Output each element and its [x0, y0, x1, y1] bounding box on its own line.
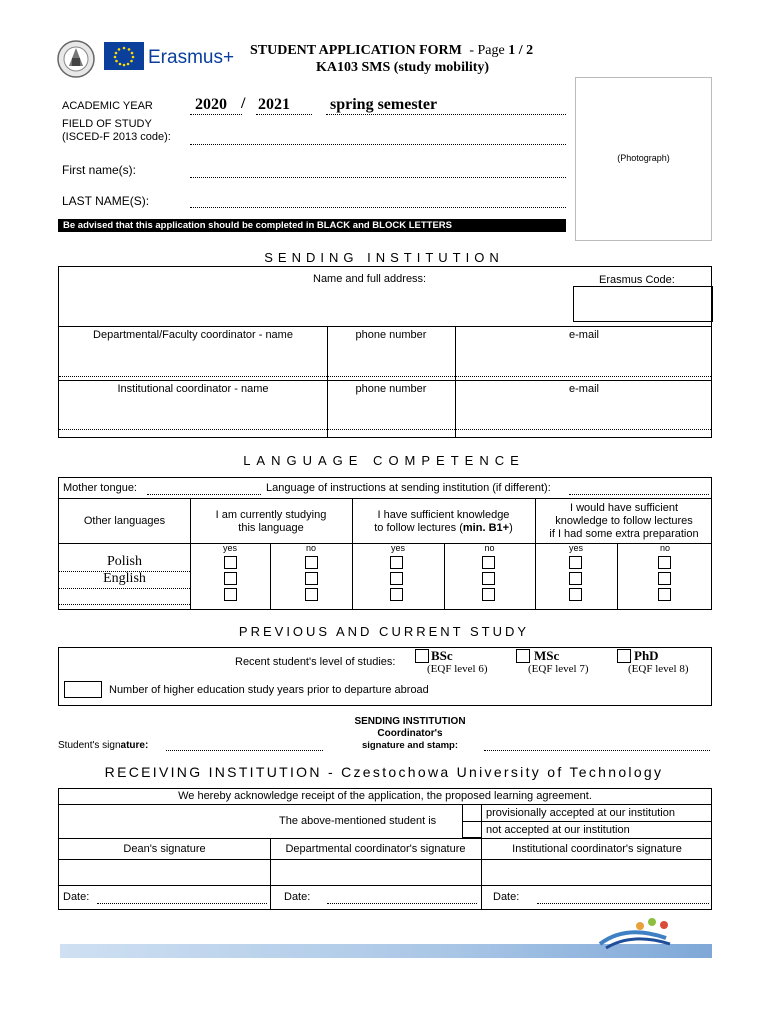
- dean-signature-label: Dean's signature: [123, 843, 206, 855]
- no-label: no: [484, 543, 495, 553]
- language-row-line: [59, 588, 190, 589]
- photograph-label: (Photograph): [617, 153, 670, 163]
- sending-institution-table: [58, 266, 712, 438]
- field-of-study-label: [62, 118, 171, 144]
- sending-institution-heading: SENDING INSTITUTION: [264, 250, 504, 265]
- lang1-sufficient-yes-checkbox[interactable]: [390, 556, 403, 569]
- field-of-study-label-line1: FIELD OF STUDY: [62, 118, 152, 130]
- lang1-extra-no-checkbox[interactable]: [658, 556, 671, 569]
- col-divider: [481, 838, 482, 909]
- phd-checkbox[interactable]: [617, 649, 631, 663]
- student-signature-label: [58, 740, 148, 751]
- msc-eqf-label: (EQF level 7): [528, 663, 589, 675]
- col-extra-preparation-header: [535, 502, 713, 541]
- erasmus-code-label: Erasmus Code:: [599, 274, 675, 286]
- dept-coordinator-label: Departmental/Faculty coordinator - name: [93, 329, 293, 341]
- dept-date-label: Date:: [284, 891, 311, 903]
- lang2-studying-yes-checkbox[interactable]: [224, 572, 237, 585]
- row-divider: [59, 380, 711, 381]
- col-sufficient-knowledge-line2: [352, 522, 535, 535]
- lang1-studying-yes-checkbox[interactable]: [224, 556, 237, 569]
- mother-tongue-input[interactable]: [147, 482, 261, 495]
- lang3-sufficient-no-checkbox[interactable]: [482, 588, 495, 601]
- row-divider: [59, 326, 711, 327]
- col-sufficient-knowledge-min-level: min. B1+: [462, 522, 510, 534]
- lang1-sufficient-no-checkbox[interactable]: [482, 556, 495, 569]
- row-divider: [59, 498, 711, 499]
- accepted-checkbox[interactable]: [462, 804, 482, 822]
- year-separator: /: [241, 95, 246, 112]
- col-currently-studying-line1: I am currently studying: [215, 509, 327, 521]
- student-signature-label-a: Student's sign: [58, 740, 121, 751]
- form-title-text: STUDENT APPLICATION FORM: [250, 43, 462, 58]
- semester-field[interactable]: [326, 96, 566, 115]
- other-languages-label: Other languages: [83, 515, 166, 527]
- not-accepted-label: not accepted at our institution: [486, 824, 630, 836]
- lang2-extra-yes-checkbox[interactable]: [569, 572, 582, 585]
- lang3-studying-no-checkbox[interactable]: [305, 588, 318, 601]
- study-years-input[interactable]: [64, 681, 102, 698]
- col-sufficient-knowledge-line1: I have sufficient knowledge: [377, 509, 510, 521]
- semester-value: spring semester: [330, 96, 438, 113]
- accepted-label: provisionally accepted at our institution: [486, 807, 675, 819]
- yes-label: yes: [568, 543, 583, 553]
- col-divider: [444, 543, 445, 609]
- no-label: no: [305, 543, 316, 553]
- col-currently-studying-header: [190, 509, 352, 535]
- dean-date-input[interactable]: [97, 891, 267, 904]
- lang3-studying-yes-checkbox[interactable]: [224, 588, 237, 601]
- previous-current-study-heading: PREVIOUS AND CURRENT STUDY: [238, 624, 530, 639]
- year-to-value: 2021: [258, 96, 290, 113]
- lang2-sufficient-yes-checkbox[interactable]: [390, 572, 403, 585]
- col-sufficient-knowledge-line2-c: ): [509, 522, 513, 534]
- student-signature-input[interactable]: [166, 737, 323, 751]
- photograph-box[interactable]: [575, 77, 712, 241]
- receiving-institution-heading: RECEIVING INSTITUTION - Czestochowa University of Technology: [104, 764, 664, 780]
- lang3-extra-yes-checkbox[interactable]: [569, 588, 582, 601]
- language-row-line: [59, 604, 190, 605]
- not-accepted-checkbox[interactable]: [462, 821, 482, 838]
- col-extra-preparation-line2: knowledge to follow lectures: [555, 515, 693, 527]
- sending-coordinator-signature-input[interactable]: [484, 737, 710, 751]
- dept-coordinator-signature-label: Departmental coordinator's signature: [285, 843, 466, 855]
- sending-coordinator-line3: signature and stamp:: [361, 740, 459, 751]
- lang3-extra-no-checkbox[interactable]: [658, 588, 671, 601]
- row-divider: [482, 821, 711, 822]
- study-years-label: Number of higher education study years prior to departure abroad: [109, 684, 429, 696]
- row-divider: [59, 859, 711, 860]
- lang2-sufficient-no-checkbox[interactable]: [482, 572, 495, 585]
- lang2-studying-no-checkbox[interactable]: [305, 572, 318, 585]
- language-name: Polish: [106, 554, 142, 569]
- no-label: no: [659, 543, 670, 553]
- mother-tongue-label: Mother tongue:: [63, 482, 137, 494]
- page-prefix: - Page: [469, 43, 505, 58]
- instruction-language-input[interactable]: [569, 482, 709, 495]
- dept-date-input[interactable]: [327, 891, 477, 904]
- first-name-label: First name(s):: [62, 163, 137, 177]
- advice-text: Be advised that this application should be completed in BLACK and BLOCK LETTERS: [63, 220, 453, 231]
- student-is-label: The above-mentioned student is: [279, 815, 437, 827]
- phd-eqf-label: (EQF level 8): [628, 663, 689, 675]
- inst-coordinator-input[interactable]: [59, 429, 711, 430]
- language-table: [58, 477, 712, 610]
- col-currently-studying-line2: this language: [238, 522, 304, 534]
- study-table: [58, 647, 712, 706]
- sending-coordinator-line1: SENDING INSTITUTION: [354, 716, 466, 727]
- row-divider: [59, 885, 711, 886]
- language-row-line: [59, 571, 190, 572]
- receiving-institution-table: [58, 788, 712, 910]
- col-divider: [270, 543, 271, 609]
- lang2-extra-no-checkbox[interactable]: [658, 572, 671, 585]
- university-crest-logo: [55, 38, 97, 80]
- dept-phone-label: phone number: [355, 329, 427, 341]
- msc-checkbox[interactable]: [516, 649, 530, 663]
- dean-date-label: Date:: [63, 891, 90, 903]
- lang1-extra-yes-checkbox[interactable]: [569, 556, 582, 569]
- last-name-input[interactable]: [190, 193, 566, 208]
- year-from-value: 2020: [195, 96, 227, 113]
- last-name-label: LAST NAME(S):: [62, 194, 150, 208]
- col-divider: [270, 838, 271, 909]
- eu-flag-icon: [104, 42, 144, 70]
- yes-label: yes: [390, 543, 405, 553]
- col-divider: [617, 543, 618, 609]
- sending-coordinator-line2: Coordinator's: [377, 728, 443, 739]
- first-name-input[interactable]: [190, 163, 566, 178]
- level-of-studies-label: Recent student's level of studies:: [235, 656, 396, 668]
- inst-coordinator-signature-label: Institutional coordinator's signature: [512, 843, 682, 855]
- bsc-label: BSc: [431, 648, 453, 663]
- year-to-field[interactable]: [256, 96, 312, 115]
- erasmus-code-input[interactable]: [573, 286, 713, 322]
- footer-logo-icon: [596, 916, 676, 952]
- sending-coordinator-signature-label: [330, 716, 490, 752]
- col-extra-preparation-line1: I would have sufficient: [569, 502, 679, 514]
- row-divider: [59, 838, 711, 839]
- form-subtitle: KA103 SMS (study mobility): [316, 60, 490, 75]
- inst-email-label: e-mail: [569, 383, 599, 395]
- col-divider: [535, 498, 536, 609]
- bsc-checkbox[interactable]: [415, 649, 429, 663]
- col-divider: [327, 326, 328, 437]
- inst-phone-label: phone number: [355, 383, 427, 395]
- col-extra-preparation-line3: if I had some extra preparation: [549, 528, 699, 540]
- lang1-studying-no-checkbox[interactable]: [305, 556, 318, 569]
- dept-coordinator-input[interactable]: [59, 376, 711, 377]
- instruction-language-label: Language of instructions at sending institution (if different):: [266, 482, 551, 494]
- lang3-sufficient-yes-checkbox[interactable]: [390, 588, 403, 601]
- inst-coordinator-label: Institutional coordinator - name: [117, 383, 269, 395]
- advice-banner: [58, 219, 566, 232]
- field-of-study-label-line2: (ISCED-F 2013 code):: [62, 131, 171, 143]
- inst-date-input[interactable]: [537, 891, 709, 904]
- erasmus-logo-text: Erasmus+: [148, 47, 235, 68]
- col-sufficient-knowledge-line2-a: to follow lectures (: [374, 522, 463, 534]
- yes-label: yes: [222, 543, 237, 553]
- col-divider: [190, 498, 191, 609]
- inst-date-label: Date:: [493, 891, 520, 903]
- col-divider: [352, 498, 353, 609]
- language-competence-heading: LANGUAGE COMPETENCE: [243, 453, 525, 468]
- msc-label: MSc: [534, 648, 560, 663]
- year-from-field[interactable]: [190, 96, 242, 115]
- dept-email-label: e-mail: [569, 329, 599, 341]
- col-divider: [455, 326, 456, 437]
- form-title: [250, 43, 533, 59]
- acknowledgement-text: We hereby acknowledge receipt of the application, the proposed learning agreement.: [178, 790, 592, 802]
- phd-label: PhD: [634, 648, 659, 663]
- name-address-label: Name and full address:: [313, 273, 427, 285]
- language-name: English: [103, 571, 146, 586]
- col-sufficient-knowledge-header: [352, 509, 535, 535]
- student-signature-label-b: ature:: [120, 740, 149, 751]
- page-number: 1 / 2: [508, 43, 534, 58]
- field-of-study-input[interactable]: [190, 132, 566, 145]
- academic-year-label: ACADEMIC YEAR: [62, 100, 153, 112]
- row-divider: [59, 804, 711, 805]
- bsc-eqf-label: (EQF level 6): [427, 663, 488, 675]
